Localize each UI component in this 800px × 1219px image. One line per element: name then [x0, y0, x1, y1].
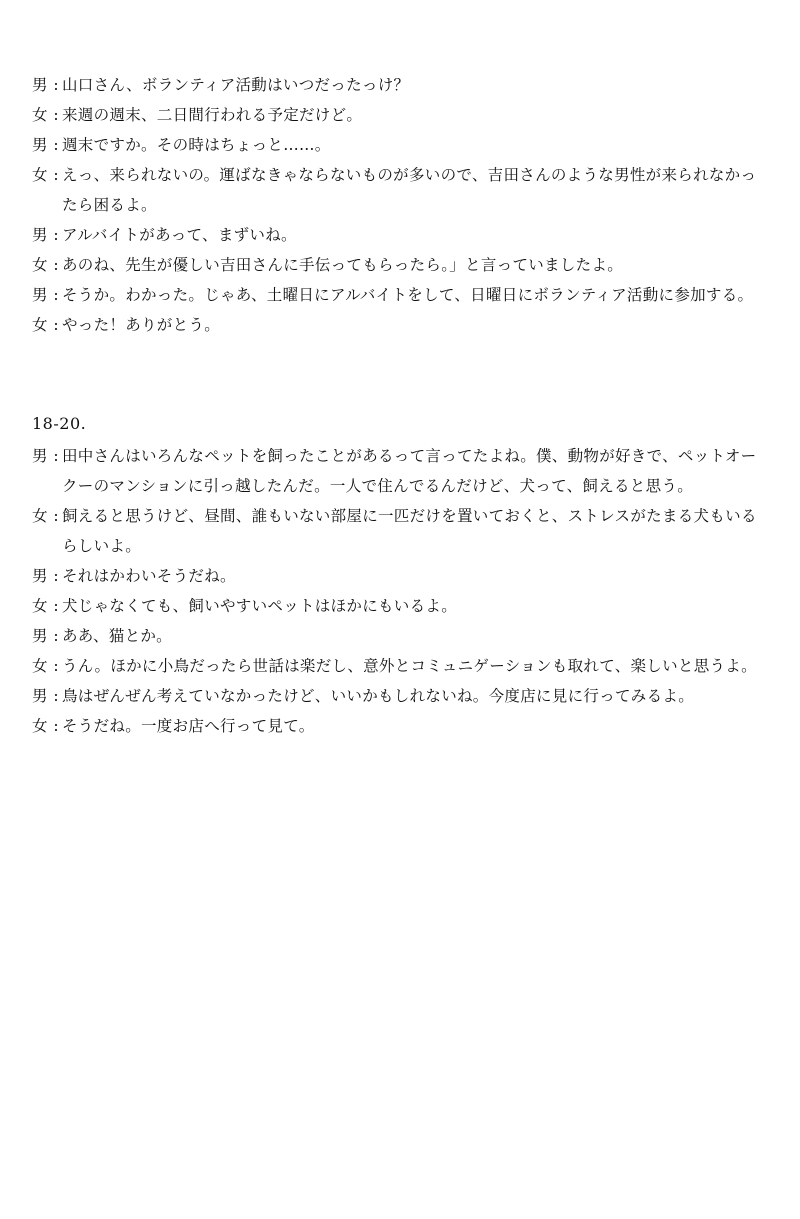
speaker-label: 女 [32, 657, 48, 675]
dialogue-line [32, 310, 772, 340]
speaker-colon: : [53, 657, 59, 675]
speaker-label: 女 [32, 507, 48, 525]
speaker-label: 男 [32, 286, 48, 304]
dialogue-text: えっ、来られないの。運ばなきゃならないものが多いので、吉田さんのような男性が来られなかったら困るよ。 [62, 166, 757, 214]
speaker-label: 男 [32, 687, 48, 705]
dialogue-line [32, 441, 772, 501]
speaker-colon: : [53, 136, 59, 154]
dialogue-section-1 [32, 70, 772, 340]
speaker-colon: : [53, 316, 59, 334]
dialogue-text: あのね、先生が優しい吉田さんに手伝ってもらったら。」と言っていましたよ。 [62, 256, 624, 274]
dialogue-text: 鳥はぜんぜん考えていなかったけど、いいかもしれないね。今度店に見に行ってみるよ。 [62, 687, 695, 705]
dialogue-text: それはかわいそうだね。 [62, 567, 236, 585]
dialogue-line [32, 70, 772, 100]
speaker-label: 女 [32, 106, 48, 124]
section-heading: 18-20. [32, 414, 87, 433]
speaker-colon: : [53, 507, 59, 525]
speaker-label: 男 [32, 226, 48, 244]
dialogue-text: 来週の週末、二日間行われる予定だけど。 [62, 106, 363, 124]
dialogue-text: 週末ですか。その時はちょっと……。 [62, 136, 331, 154]
dialogue-text: ああ、猫とか。 [62, 627, 172, 645]
speaker-colon: : [53, 256, 59, 274]
dialogue-text: 山口さん、ボランティア活動はいつだったっけ？ [62, 76, 410, 94]
dialogue-text: うん。ほかに小鳥だったら世話は楽だし、意外とコミュニゲーションも取れて、楽しいと思うよ。 [62, 657, 757, 675]
speaker-label: 女 [32, 717, 48, 735]
dialogue-text: 飼えると思うけど、昼間、誰もいない部屋に一匹だけを置いておくと、ストレスがたまる犬もいるらしいよ。 [62, 507, 757, 555]
speaker-label: 男 [32, 136, 48, 154]
dialogue-line [32, 501, 772, 561]
speaker-label: 女 [32, 597, 48, 615]
dialogue-line [32, 621, 772, 651]
dialogue-line [32, 711, 772, 741]
dialogue-line [32, 651, 772, 681]
dialogue-text: そうだね。一度お店へ行って見て。 [62, 717, 315, 735]
dialogue-text: やった！ありがとう。 [62, 316, 221, 334]
dialogue-text: 犬じゃなくても、飼いやすいペットはほかにもいるよ。 [62, 597, 458, 615]
dialogue-line [32, 280, 772, 310]
speaker-colon: : [53, 687, 59, 705]
speaker-colon: : [53, 226, 59, 244]
dialogue-line [32, 561, 772, 591]
speaker-label: 男 [32, 447, 48, 465]
speaker-label: 男 [32, 567, 48, 585]
dialogue-line [32, 130, 772, 160]
dialogue-line [32, 160, 772, 220]
speaker-colon: : [53, 76, 59, 94]
dialogue-line [32, 591, 772, 621]
speaker-colon: : [53, 447, 59, 465]
speaker-colon: : [53, 166, 59, 184]
dialogue-text: アルバイトがあって、まずいね。 [62, 226, 297, 244]
speaker-colon: : [53, 106, 59, 124]
speaker-label: 女 [32, 256, 48, 274]
speaker-colon: : [53, 717, 59, 735]
speaker-colon: : [53, 567, 59, 585]
speaker-colon: : [53, 286, 59, 304]
speaker-label: 女 [32, 316, 48, 334]
dialogue-line [32, 681, 772, 711]
dialogue-section-2 [32, 409, 772, 741]
speaker-label: 女 [32, 166, 48, 184]
dialogue-line [32, 100, 772, 130]
speaker-colon: : [53, 627, 59, 645]
speaker-colon: : [53, 597, 59, 615]
speaker-label: 男 [32, 627, 48, 645]
dialogue-text: そうか。わかった。じゃあ、土曜日にアルバイトをして、日曜日にボランティア活動に参加する。 [62, 286, 754, 304]
dialogue-line [32, 220, 772, 250]
speaker-label: 男 [32, 76, 48, 94]
dialogue-line [32, 250, 772, 280]
dialogue-text: 田中さんはいろんなペットを飼ったことがあるって言ってたよね。僕、動物が好きで、ペットオークーのマンションに引っ越したんだ。一人で住んでるんだけど、犬って、飼えると思う。 [62, 447, 757, 495]
